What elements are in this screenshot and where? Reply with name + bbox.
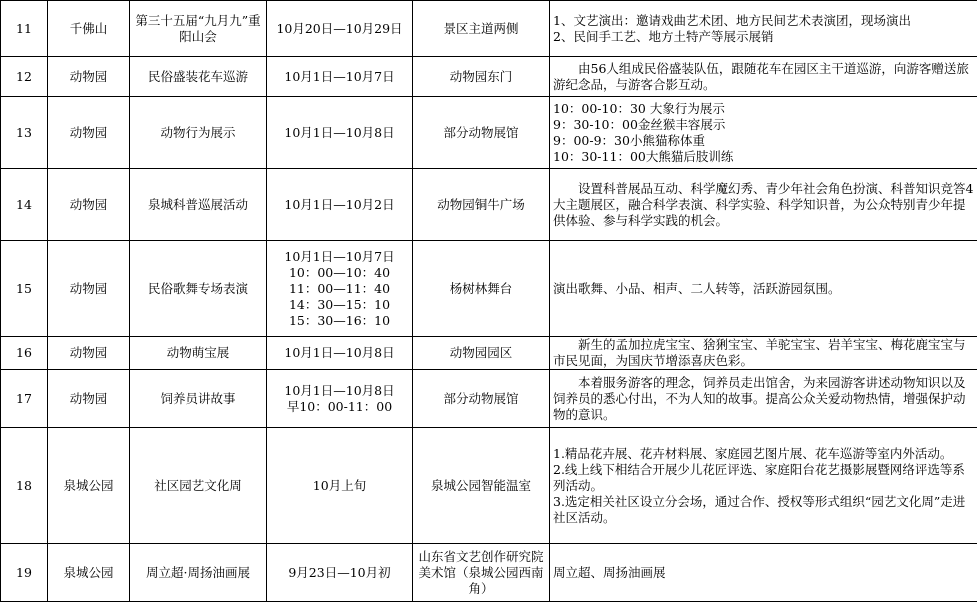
event-name-cell: 动物萌宝展 (130, 337, 267, 370)
table-row (1, 544, 977, 602)
description-cell (550, 1, 977, 57)
row-number: 16 (1, 337, 48, 370)
event-name-cell: 周立超·周扬油画展 (130, 544, 267, 602)
event-name-cell: 民俗歌舞专场表演 (130, 241, 267, 337)
description-cell (550, 97, 977, 169)
description-cell (550, 57, 977, 97)
time-cell (267, 57, 413, 97)
row-number: 17 (1, 370, 48, 428)
description-line: 新生的孟加拉虎宝宝、猞猁宝宝、羊驼宝宝、岩羊宝宝、梅花鹿宝宝与市民见面，为国庆节增添喜庆色彩。 (553, 337, 966, 368)
description-line: 1、文艺演出：邀请戏曲艺术团、地方民间艺术表演团，现场演出 (553, 12, 911, 28)
table-row (1, 1, 977, 57)
table-row (1, 370, 977, 428)
time-line: 14：30—15：10 (288, 296, 391, 312)
venue-cell: 动物园 (48, 57, 130, 97)
description-cell (550, 241, 977, 337)
row-number: 18 (1, 428, 48, 544)
description-line: 周立超、周扬油画展 (553, 564, 666, 580)
table-row (1, 97, 977, 169)
location-cell: 动物园铜牛广场 (413, 169, 550, 241)
row-number: 12 (1, 57, 48, 97)
time-cell (267, 241, 413, 337)
venue-cell: 动物园 (48, 169, 130, 241)
time-cell (267, 1, 413, 57)
table-row (1, 337, 977, 370)
time-cell (267, 370, 413, 428)
description-line: 1.精品花卉展、花卉材料展、家庭园艺图片展、花车巡游等室内外活动。 (553, 445, 953, 461)
time-line: 9月23日—10月初 (288, 564, 391, 580)
event-name-cell: 民俗盛装花车巡游 (130, 57, 267, 97)
venue-cell: 千佛山 (48, 1, 130, 57)
description-line: 9：30-10：00金丝猴丰容展示 (553, 116, 726, 132)
description-cell (550, 544, 977, 602)
venue-cell: 动物园 (48, 97, 130, 169)
venue-cell: 动物园 (48, 241, 130, 337)
event-name-cell: 社区园艺文化周 (130, 428, 267, 544)
table-row (1, 169, 977, 241)
event-name-cell: 动物行为展示 (130, 97, 267, 169)
location-cell: 动物园园区 (413, 337, 550, 370)
location-cell: 动物园东门 (413, 57, 550, 97)
location-cell: 泉城公园智能温室 (413, 428, 550, 544)
event-name-cell: 第三十五届“九月九”重阳山会 (130, 1, 267, 57)
time-line: 10月20日—10月29日 (276, 20, 403, 36)
time-line: 11：00—11：40 (288, 280, 391, 296)
location-cell: 景区主道两侧 (413, 1, 550, 57)
description-line: 由56人组成民俗盛装队伍，跟随花车在园区主干道巡游，向游客赠送旅游纪念品，与游客合影互动。 (553, 60, 969, 92)
time-cell (267, 97, 413, 169)
description-cell (550, 169, 977, 241)
time-cell (267, 337, 413, 370)
description-line: 2.线上线下相结合开展少儿花匠评选、家庭阳台花艺摄影展暨网络评选等系列活动。 (553, 461, 965, 493)
time-line: 10月1日—10月2日 (284, 196, 395, 212)
time-line: 10月1日—10月7日 (284, 68, 395, 84)
description-cell (550, 337, 977, 370)
venue-cell: 泉城公园 (48, 544, 130, 602)
description-cell (550, 370, 977, 428)
row-number: 14 (1, 169, 48, 241)
time-line: 10月1日—10月7日 (284, 248, 395, 264)
venue-cell: 动物园 (48, 370, 130, 428)
event-name-cell: 饲养员讲故事 (130, 370, 267, 428)
time-cell (267, 428, 413, 544)
time-cell (267, 544, 413, 602)
row-number: 11 (1, 1, 48, 57)
time-line: 10月1日—10月8日 (284, 345, 395, 360)
time-line: 10月1日—10月8日 (284, 382, 395, 398)
row-number: 15 (1, 241, 48, 337)
description-line: 本着服务游客的理念，饲养员走出馆舍，为来园游客讲述动物知识以及饲养员的悉心付出，不为人知的故事。提高公众关爱动物热情，增强保护动物的意识。 (553, 374, 966, 422)
time-cell (267, 169, 413, 241)
description-line: 2、民间手工艺、地方土特产等展示展销 (553, 28, 774, 44)
time-line: 10：00—10：40 (288, 264, 391, 280)
description-line: 设置科普展品互动、科学魔幻秀、青少年社会角色扮演、科普知识竞答4大主题展区，融合科学表演、科学实验、科学知识普，为公众特别青少年提供体验、参与科学实践的机会。 (553, 180, 974, 228)
time-line: 早10：00-11：00 (286, 398, 393, 414)
location-cell: 部分动物展馆 (413, 370, 550, 428)
location-cell: 杨树林舞台 (413, 241, 550, 337)
event-name-cell: 泉城科普巡展活动 (130, 169, 267, 241)
venue-cell: 动物园 (48, 337, 130, 370)
location-cell: 山东省文艺创作研究院美术馆（泉城公园西南角） (413, 544, 550, 602)
venue-cell: 泉城公园 (48, 428, 130, 544)
description-line: 10：30-11：00大熊猫后肢训练 (553, 148, 734, 164)
location-cell: 部分动物展馆 (413, 97, 550, 169)
table-row (1, 241, 977, 337)
description-line: 演出歌舞、小品、相声、二人转等，活跃游园氛围。 (553, 280, 841, 296)
description-cell (550, 428, 977, 544)
description-line: 3.选定相关社区设立分会场，通过合作、授权等形式组织“园艺文化周”走进社区活动。 (553, 493, 966, 525)
table-row (1, 428, 977, 544)
row-number: 19 (1, 544, 48, 602)
time-line: 10月1日—10月8日 (284, 124, 395, 140)
description-line: 10：00-10：30 大象行为展示 (553, 100, 725, 116)
table-row (1, 57, 977, 97)
description-line: 9：00-9：30小熊猫称体重 (553, 132, 705, 148)
time-line: 10月上旬 (312, 477, 367, 493)
time-line: 15：30—16：10 (288, 312, 391, 328)
row-number: 13 (1, 97, 48, 169)
